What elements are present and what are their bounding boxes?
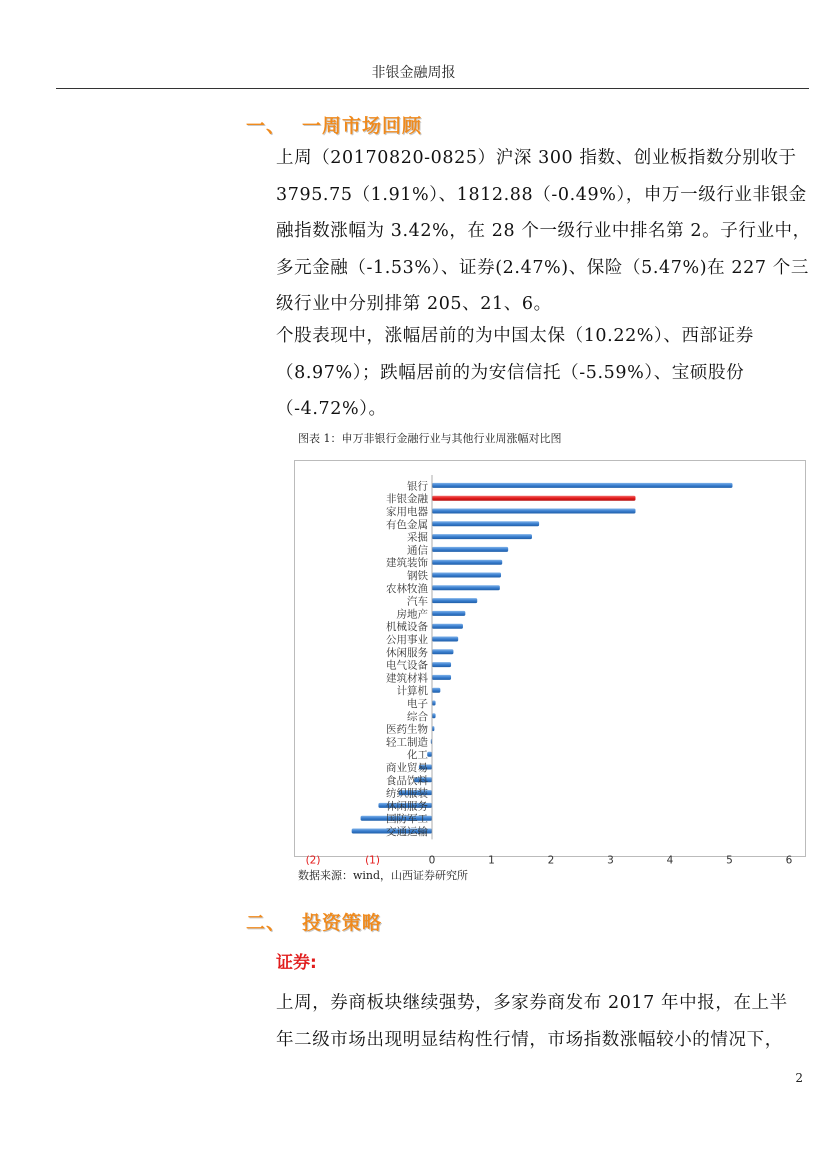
chart-bar [432,560,502,565]
category-label: 机械设备 [386,621,428,634]
category-label: 家用电器 [386,506,428,518]
chart-bar [432,637,458,642]
category-label: 电子 [407,698,428,710]
page-header-title: 非银金融周报 [371,65,456,81]
text-line: 3795.75（1.91%）、1812.88（-0.49%），申万一级行业非银金 [276,184,807,205]
chart-bar [432,534,532,539]
category-label: 化工 [407,749,428,762]
chart-bar [432,573,501,578]
section-title: 投资策略 [302,912,383,934]
x-tick-label: 3 [607,854,614,867]
chart-bar [432,509,635,514]
category-label: 公用事业 [386,634,428,646]
chart-bar [432,701,436,706]
chart-bar [432,675,451,680]
category-label: 非银金融 [386,493,428,506]
category-label: 食品饮料 [386,774,428,787]
category-label: 纺织服装 [386,787,428,800]
text-line: 级行业中分别排第 205、21、6。 [276,294,552,314]
chart-bar [432,585,500,590]
securities-subheading: 证券: [276,953,317,973]
chart-bar [432,598,477,603]
category-label: 轻工制造 [386,736,428,749]
section-title: 一周市场回顾 [302,115,423,137]
category-label: 计算机 [396,685,428,698]
chart-bar [432,521,539,526]
category-label: 采掘 [407,531,428,544]
chart-bar [432,649,453,654]
chart-bar [432,688,440,693]
header-divider [56,88,809,89]
text-line: 上周，券商板块继续强势，多家券商发布 2017 年中报，在上半 [276,993,788,1013]
market-review-paragraph [276,140,811,323]
category-label: 通信 [407,544,428,557]
category-label: 建筑材料 [386,672,428,685]
x-tick-label: 2 [547,854,555,867]
category-label: 有色金属 [386,518,428,531]
chart-bar [432,662,451,667]
text-line: 个股表现中，涨幅居前的为中国太保（10.22%）、西部证券 [276,326,754,346]
category-label: 汽车 [407,595,428,608]
text-line: 上周（20170820-0825）沪深 300 指数、创业板指数分别收于 [276,148,797,168]
section-heading-1 [246,111,422,138]
industry-weekly-change-chart [295,461,805,867]
chart-bar [432,496,635,501]
section-number: 一、 [246,115,287,137]
chart-frame [294,460,806,867]
data-source-note: 数据来源：wind，山西证券研究所 [298,869,469,882]
x-tick-label: 5 [726,854,733,867]
x-tick-label: 4 [666,854,674,867]
text-line: 年二级市场出现明显结构性行情，市场指数涨幅较小的情况下， [276,1029,783,1050]
category-label: 国防军工 [386,813,428,826]
category-label: 农林牧渔 [386,582,428,595]
x-tick-label: (2) [305,854,321,867]
text-line: （8.97%）；跌幅居前的为安信信托（-5.59%）、宝硕股份 [276,362,745,383]
category-label: 钢铁 [407,570,428,582]
figure-caption: 图表 1：申万非银行金融行业与其他行业周涨幅对比图 [298,432,562,445]
category-label: 银行 [407,480,428,493]
chart-bar [432,483,732,488]
section-number: 二、 [246,912,287,934]
x-tick-label: 0 [428,854,436,867]
text-line: 多元金融（-1.53%）、证券(2.47%)、保险（5.47%)在 227 个三 [276,257,809,278]
category-label: 交通运输 [386,826,428,838]
x-tick-label: 1 [488,854,495,867]
category-label: 电气设备 [386,659,428,672]
category-label: 休闲服务 [386,800,428,813]
section-heading-2 [246,908,382,935]
chart-bar [432,713,436,718]
x-tick-label: 6 [785,854,793,867]
strategy-paragraph [276,985,806,1058]
category-label: 休闲服务 [386,646,428,659]
category-label: 商业贸易 [386,762,428,774]
category-label: 房地产 [396,608,428,621]
page-number: 2 [795,1071,803,1085]
x-tick-label: (1) [365,854,380,867]
text-line: 融指数涨幅为 3.42%，在 28 个一级行业中排名第 2。子行业中， [276,221,811,241]
category-label: 综合 [407,710,428,723]
chart-bar [432,547,508,552]
stock-performance-paragraph [276,318,806,428]
chart-bar [432,624,463,629]
category-label: 建筑装饰 [386,557,428,570]
category-label: 医药生物 [386,723,428,736]
text-line: （-4.72%）。 [276,399,387,419]
chart-bar [432,611,465,616]
